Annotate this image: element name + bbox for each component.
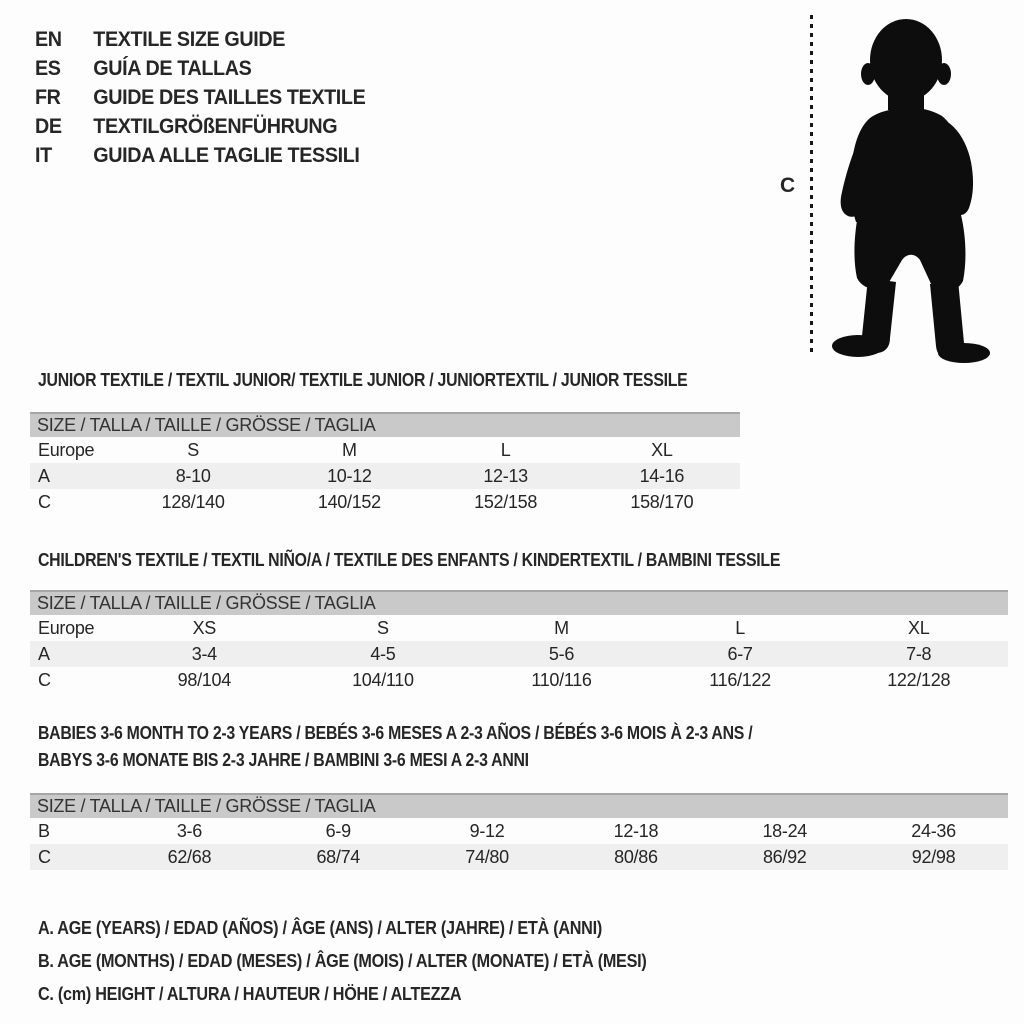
language-code: EN (35, 28, 62, 51)
babies-heading-line1: BABIES 3-6 MONTH TO 2-3 YEARS / BEBÉS 3-6 MESES A 2-3 AÑOS / BÉBÉS 3-6 MOIS À 2-3 ANS / (38, 723, 753, 743)
table-cell: 62/68 (167, 847, 212, 867)
language-title: GUIDA ALLE TAGLIE TESSILI (93, 144, 360, 167)
row-label: A (38, 466, 50, 486)
table-cell: M (554, 618, 569, 638)
table-cell: 10-12 (327, 466, 372, 486)
babies-heading-line2: BABYS 3-6 MONATE BIS 2-3 JAHRE / BAMBINI 3-6 MESI A 2-3 ANNI (38, 750, 529, 770)
legend-line-a: A. AGE (YEARS) / EDAD (AÑOS) / ÂGE (ANS) / ALTER (JAHRE) / ETÀ (ANNI) (38, 918, 602, 938)
table-cell: L (500, 440, 511, 460)
language-title: GUÍA DE TALLAS (93, 57, 252, 80)
table-row (30, 641, 1008, 667)
table-cell: 3-4 (191, 644, 217, 664)
junior-size-table (30, 412, 740, 515)
language-title: TEXTILGRÖßENFÜHRUNG (93, 115, 338, 138)
table-cell: 98/104 (177, 670, 231, 690)
language-title: GUIDE DES TAILLES TEXTILE (93, 86, 366, 109)
table-cell: 18-24 (762, 821, 808, 841)
table-header-bar: SIZE / TALLA / TAILLE / GRÖSSE / TAGLIA (30, 590, 1008, 615)
table-cell: XL (907, 618, 930, 638)
table-cell: 74/80 (465, 847, 509, 867)
table-header-bar: SIZE / TALLA / TAILLE / GRÖSSE / TAGLIA (30, 793, 1008, 818)
children-size-table (30, 590, 1008, 693)
height-figure (760, 0, 1020, 368)
row-label: C (38, 847, 51, 867)
table-row (30, 844, 1008, 870)
table-cell: S (187, 440, 199, 460)
table-cell: XS (192, 618, 216, 638)
table-cell: L (735, 618, 745, 638)
table-cell: 8-10 (175, 466, 211, 486)
table-cell: 152/158 (474, 492, 538, 512)
table-row (30, 615, 1008, 641)
table-cell: 128/140 (161, 492, 225, 512)
table-row (30, 463, 740, 489)
row-label: Europe (38, 440, 95, 460)
table-cell: 116/122 (709, 670, 771, 690)
table-cell: 6-7 (727, 644, 753, 664)
table-cell: 4-5 (370, 644, 396, 664)
table-cell: XL (651, 440, 673, 460)
table-row (30, 437, 740, 463)
table-cell: 122/128 (887, 670, 951, 690)
language-code: IT (35, 144, 52, 167)
language-list (35, 25, 365, 170)
table-cell: 140/152 (317, 492, 381, 512)
language-code: ES (35, 57, 61, 80)
table-cell: 7-8 (906, 644, 932, 664)
table-row (30, 489, 740, 515)
legend-line-b: B. AGE (MONTHS) / EDAD (MESES) / ÂGE (MOIS) / ALTER (MONATE) / ETÀ (MESI) (38, 951, 647, 971)
row-label: C (38, 492, 51, 512)
row-label: A (38, 644, 50, 664)
height-dotted-line (810, 15, 813, 355)
table-cell: 110/116 (531, 670, 592, 690)
table-cell: 158/170 (630, 492, 694, 512)
table-cell: 86/92 (762, 847, 807, 867)
table-row (30, 818, 1008, 844)
row-label: Europe (38, 618, 95, 638)
table-cell: 68/74 (316, 847, 361, 867)
table-row (30, 667, 1008, 693)
row-label: C (38, 670, 51, 690)
table-cell: 92/98 (911, 847, 956, 867)
junior-heading: JUNIOR TEXTILE / TEXTIL JUNIOR/ TEXTILE JUNIOR / JUNIORTEXTIL / JUNIOR TESSILE (38, 370, 688, 390)
table-cell: 9-12 (469, 821, 505, 841)
legend-line-c: C. (cm) HEIGHT / ALTURA / HAUTEUR / HÖHE / ALTEZZA (38, 984, 462, 1004)
table-header-bar: SIZE / TALLA / TAILLE / GRÖSSE / TAGLIA (30, 412, 740, 437)
language-code: DE (35, 115, 62, 138)
children-heading: CHILDREN'S TEXTILE / TEXTIL NIÑO/A / TEXTILE DES ENFANTS / KINDERTEXTIL / BAMBINI TESSILE (38, 550, 781, 570)
language-title: TEXTILE SIZE GUIDE (93, 28, 286, 51)
language-code: FR (35, 86, 61, 109)
table-cell: 80/86 (614, 847, 658, 867)
height-label: C (780, 174, 796, 197)
table-cell: 104/110 (352, 670, 414, 690)
measurement-legend (38, 912, 714, 1011)
toddler-silhouette-icon (818, 10, 998, 365)
table-cell: 5-6 (548, 644, 575, 664)
table-cell: 6-9 (325, 821, 351, 841)
row-label: B (38, 821, 50, 841)
table-cell: 14-16 (639, 466, 685, 486)
table-cell: 12-13 (483, 466, 528, 486)
table-cell: 3-6 (176, 821, 202, 841)
babies-size-table (30, 793, 1008, 870)
table-cell: 24-36 (911, 821, 956, 841)
table-cell: M (342, 440, 357, 460)
table-cell: 12-18 (613, 821, 659, 841)
table-cell: S (377, 618, 389, 638)
